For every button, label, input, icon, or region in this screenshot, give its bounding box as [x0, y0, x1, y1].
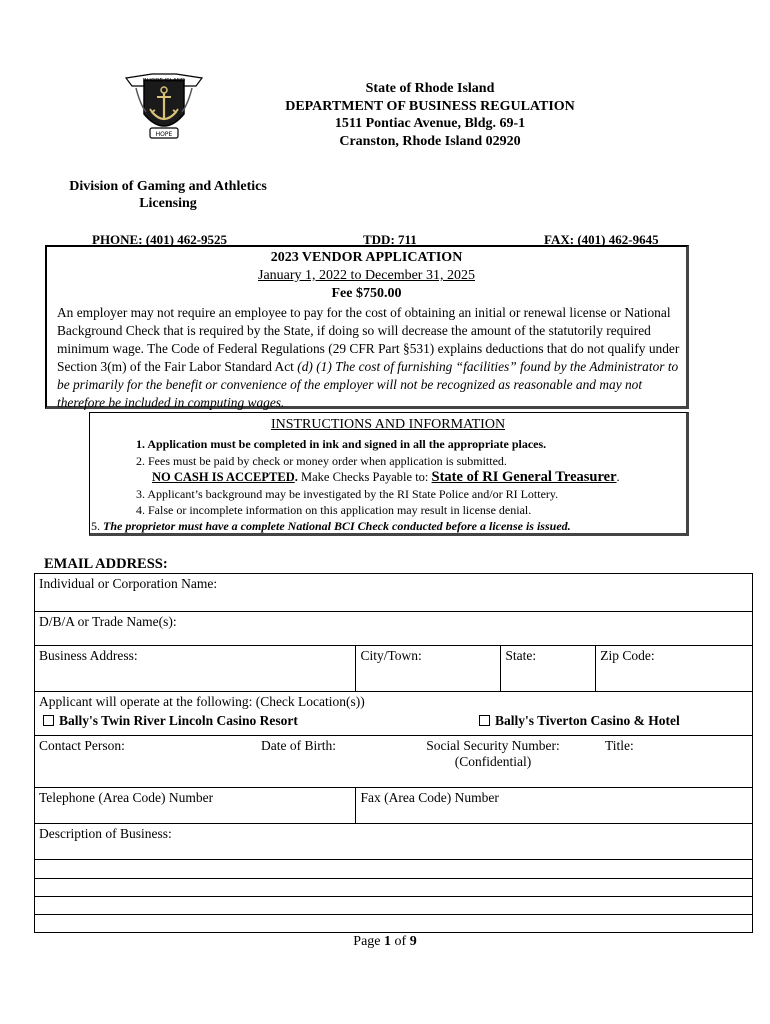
division-name: Division of Gaming and Athletics Licensing [69, 179, 267, 211]
fax-field[interactable]: Fax (Area Code) Number [356, 788, 753, 824]
email-label[interactable]: EMAIL ADDRESS: [44, 556, 168, 572]
tdd-number: TDD: 711 [363, 232, 417, 247]
instructions-title: INSTRUCTIONS AND INFORMATION [270, 417, 506, 432]
instruction-3: 3. Applicant’s background may be investigated by the RI State Police and/or RI Lottery. [136, 487, 559, 501]
checkbox-icon[interactable] [479, 715, 490, 726]
ssn-field[interactable]: Social Security Number: (Confidential) [426, 738, 560, 769]
location-field: Applicant will operate at the following: (Check Location(s)) Bally's Twin River Lincoln Casino Resort Bally's Tiverton Casino & Hotel [35, 692, 753, 736]
zip-field[interactable]: Zip Code: [596, 646, 753, 692]
instructions-box [89, 412, 689, 536]
fax-number: FAX: (401) 462-9645 [544, 232, 659, 247]
contact-row [35, 736, 753, 788]
wage-notice: An employer may not require an employee to pay for the cost of obtaining an initial or renewal license or National Background Check that is required by the State, if doing so will decrease the amount of the statutorily required minimum wage. The Code of Federal Regulations (29 CFR Part §531) explains deductions that do not qualify under Section 3(m) of the Fair Labor Standard Act (d) (1) The cost of furnishing “facilities” found by the Administrator to be primarily for the benefit or convenience of the employer will not be recognized as reasonable and may not therefore be included in computing wages. [57, 305, 680, 410]
application-dates: January 1, 2022 to December 31, 2025 [258, 268, 475, 283]
application-form [34, 573, 753, 933]
instruction-4: 4. False or incomplete information on this application may result in license denial. [136, 503, 532, 517]
location-tiverton-option[interactable]: Bally's Tiverton Casino & Hotel [479, 713, 680, 729]
city-field[interactable]: City/Town: [356, 646, 501, 692]
application-fee: Fee $750.00 [331, 286, 402, 301]
dob-field[interactable]: Date of Birth: [261, 738, 336, 753]
description-field[interactable]: Description of Business: [35, 824, 753, 860]
header-state: State of Rhode Island [365, 81, 495, 96]
svg-text:RHODE ISLAND: RHODE ISLAND [142, 78, 186, 84]
description-line[interactable] [35, 879, 753, 897]
checkbox-icon[interactable] [43, 715, 54, 726]
application-title: 2023 VENDOR APPLICATION [270, 250, 463, 265]
agency-header [260, 80, 600, 150]
state-field[interactable]: State: [501, 646, 596, 692]
svg-text:HOPE: HOPE [155, 131, 173, 138]
instruction-payment: NO CASH IS ACCEPTED. Make Checks Payable to: State of RI General Treasurer. [152, 469, 620, 485]
description-line[interactable] [35, 860, 753, 879]
business-address-field[interactable]: Business Address: [35, 646, 356, 692]
header-city: Cranston, Rhode Island 02920 [339, 133, 521, 149]
instruction-2: 2. Fees must be paid by check or money order when application is submitted. [136, 454, 507, 468]
name-field[interactable]: Individual or Corporation Name: [35, 574, 753, 612]
instruction-5: 5. The proprietor must have a complete National BCI Check conducted before a license is issued. [91, 519, 571, 533]
dba-field[interactable]: D/B/A or Trade Name(s): [35, 612, 753, 646]
location-lincoln-option[interactable]: Bally's Twin River Lincoln Casino Resort [43, 713, 298, 729]
instruction-1: 1. Application must be completed in ink and signed in all the appropriate places. [136, 437, 547, 451]
description-line[interactable] [35, 915, 753, 933]
vendor-application-box [45, 245, 689, 409]
description-line[interactable] [35, 897, 753, 915]
page-number: Page 1 of 9 [353, 934, 417, 949]
header-street: 1511 Pontiac Avenue, Bldg. 69-1 [334, 116, 526, 131]
title-field[interactable]: Title: [605, 738, 634, 753]
payee-name: State of RI General Treasurer [431, 469, 617, 485]
telephone-field[interactable]: Telephone (Area Code) Number [35, 788, 356, 824]
anchor-seal-icon [122, 64, 206, 142]
header-department: DEPARTMENT OF BUSINESS REGULATION [285, 98, 575, 114]
phone-number: PHONE: (401) 462-9525 [92, 232, 228, 247]
state-seal [122, 64, 206, 142]
contact-person-field[interactable]: Contact Person: [39, 738, 125, 753]
